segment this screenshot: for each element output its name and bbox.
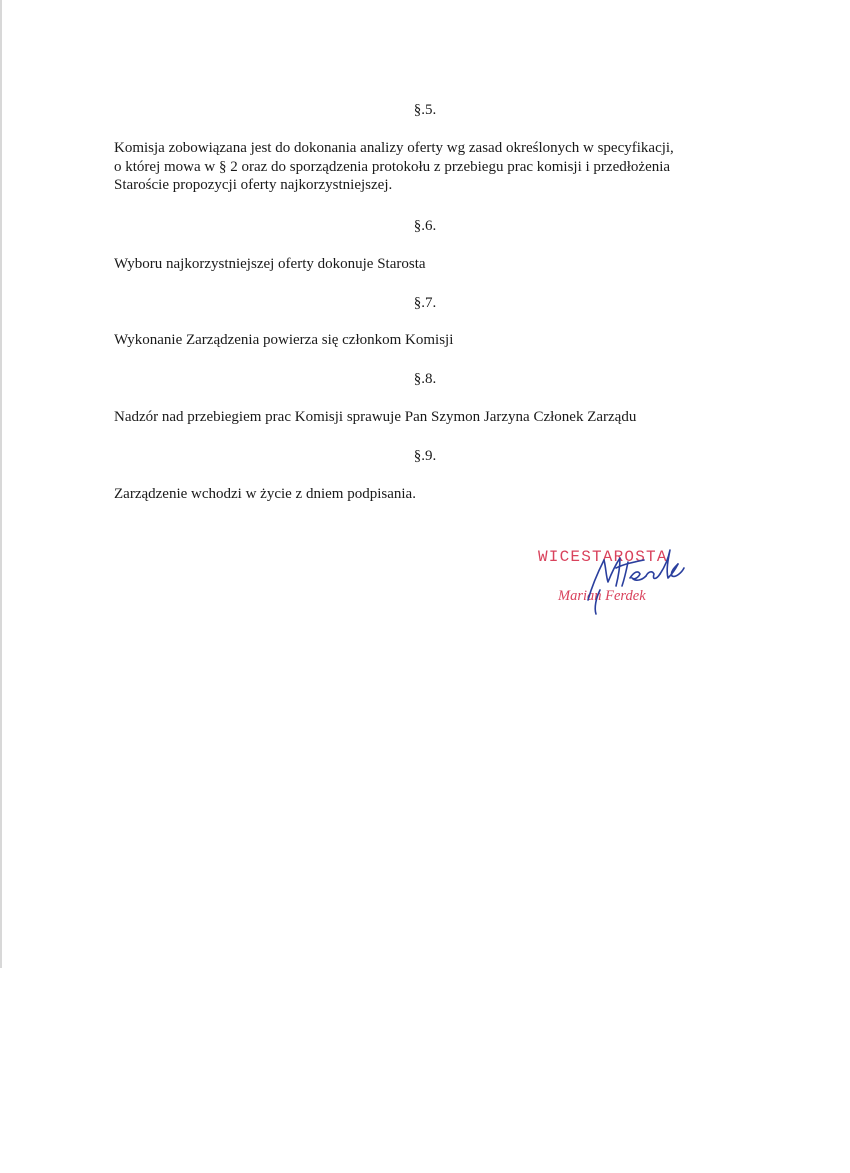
section-5-line-2: o której mowa w § 2 oraz do sporządzenia protokołu z przebiegu prac komisji i przedłożenia	[114, 158, 671, 175]
stamp-title: WICESTAROSTA	[538, 548, 668, 566]
official-stamp	[520, 538, 720, 618]
stamp-name: Marian Ferdek	[558, 588, 646, 604]
section-body-6	[114, 255, 754, 274]
section-heading-5: §.5.	[413, 102, 437, 118]
section-8-line-1: Nadzór nad przebiegiem prac Komisji sprawuje Pan Szymon Jarzyna Członek Zarządu	[114, 409, 637, 425]
scan-edge-shadow	[0, 0, 2, 968]
handwritten-signature-icon	[560, 538, 700, 618]
section-heading-8: §.8.	[413, 371, 437, 387]
section-heading-9: §.9.	[413, 448, 437, 464]
section-body-9	[114, 485, 754, 504]
section-body-5	[114, 139, 754, 195]
section-7-line-1: Wykonanie Zarządzenia powierza się członkom Komisji	[114, 332, 454, 348]
section-5-line-3: Staroście propozycji oferty najkorzystniejszej.	[114, 177, 393, 193]
section-heading-7: §.7.	[413, 295, 437, 311]
section-body-7	[114, 331, 754, 350]
section-5-line-1: Komisja zobowiązana jest do dokonania analizy oferty wg zasad określonych w specyfikacji,	[114, 140, 674, 156]
section-9-line-1: Zarządzenie wchodzi w życie z dniem podpisania.	[114, 486, 416, 502]
section-heading-6: §.6.	[413, 218, 437, 234]
section-6-line-1: Wyboru najkorzystniejszej oferty dokonuje Starosta	[114, 256, 426, 272]
section-body-8	[114, 408, 754, 427]
